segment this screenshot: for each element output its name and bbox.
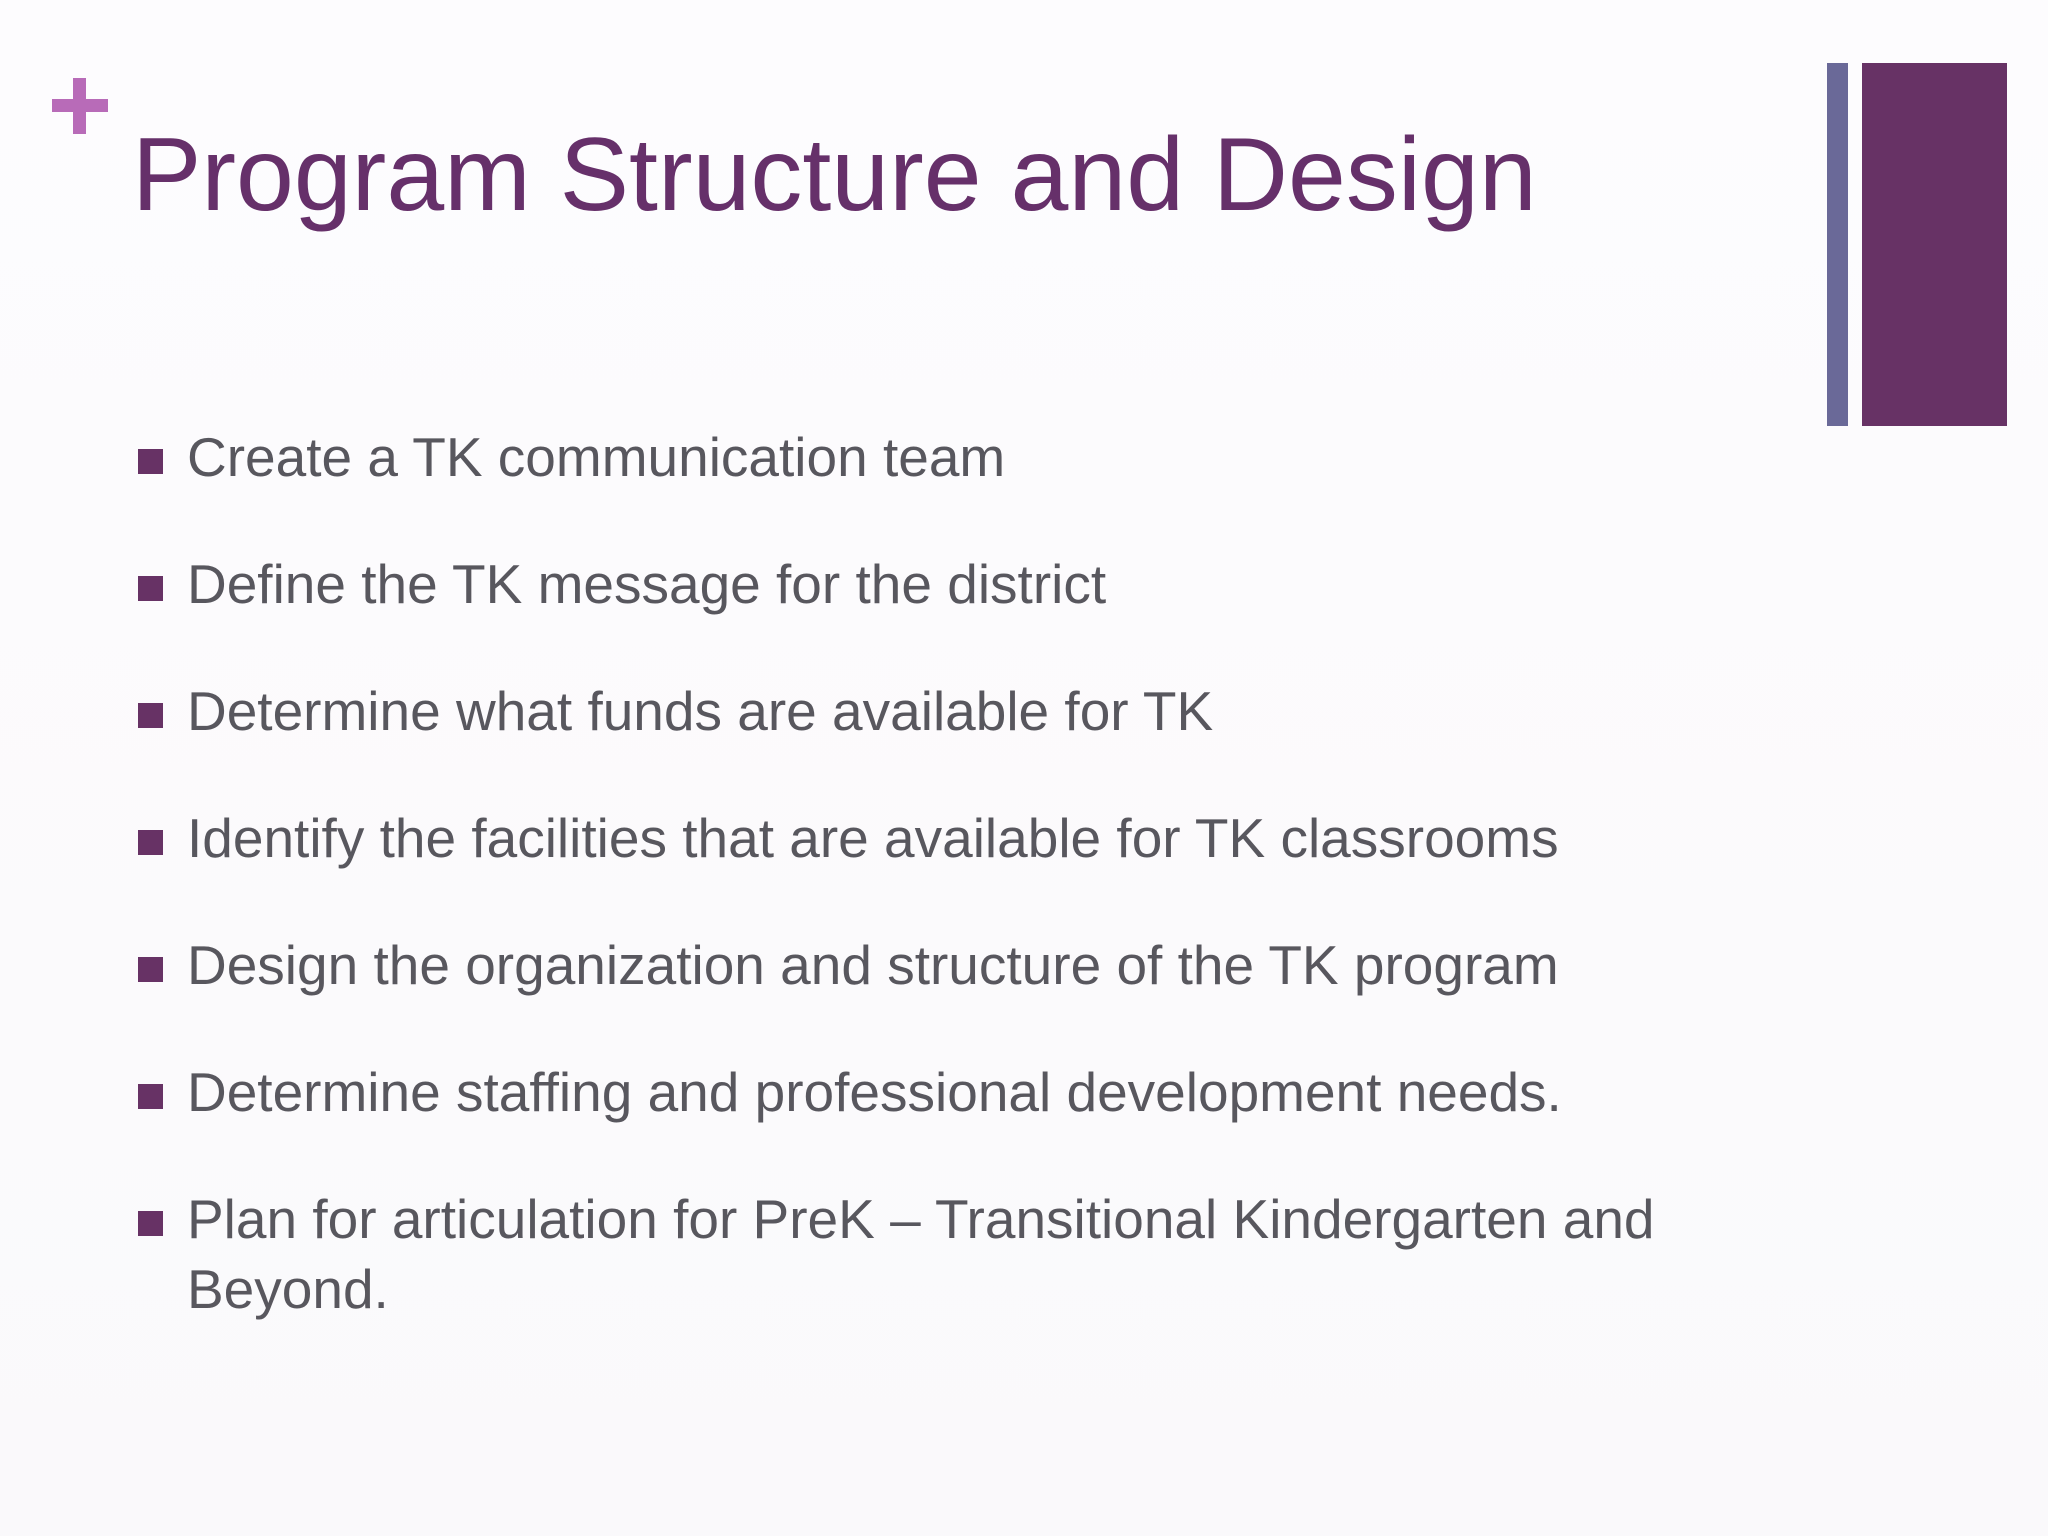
square-bullet-icon <box>138 576 163 601</box>
bullet-text: Plan for articulation for PreK – Transitional Kindergarten and Beyond. <box>187 1188 1655 1320</box>
accent-bar-thin <box>1827 63 1848 426</box>
bullet-text: Create a TK communication team <box>187 426 1006 488</box>
square-bullet-icon <box>138 449 163 474</box>
bullet-item <box>136 422 1776 492</box>
square-bullet-icon <box>138 830 163 855</box>
square-bullet-icon <box>138 957 163 982</box>
plus-icon <box>52 78 108 134</box>
bullet-text: Determine what funds are available for TK <box>187 680 1214 742</box>
bullet-item <box>136 1184 1776 1324</box>
bullet-item <box>136 1057 1776 1127</box>
bullet-text: Define the TK message for the district <box>187 553 1107 615</box>
bullet-item <box>136 676 1776 746</box>
accent-bar-wide <box>1862 63 2007 426</box>
bullet-list <box>136 422 1776 1381</box>
bullet-item <box>136 549 1776 619</box>
bullet-item <box>136 803 1776 873</box>
bullet-item <box>136 930 1776 1000</box>
square-bullet-icon <box>138 703 163 728</box>
bullet-text: Determine staffing and professional development needs. <box>187 1061 1562 1123</box>
bullet-text: Design the organization and structure of the TK program <box>187 934 1559 996</box>
slide-title: Program Structure and Design <box>132 117 1537 233</box>
square-bullet-icon <box>138 1084 163 1109</box>
square-bullet-icon <box>138 1211 163 1236</box>
bullet-text: Identify the facilities that are available for TK classrooms <box>187 807 1559 869</box>
